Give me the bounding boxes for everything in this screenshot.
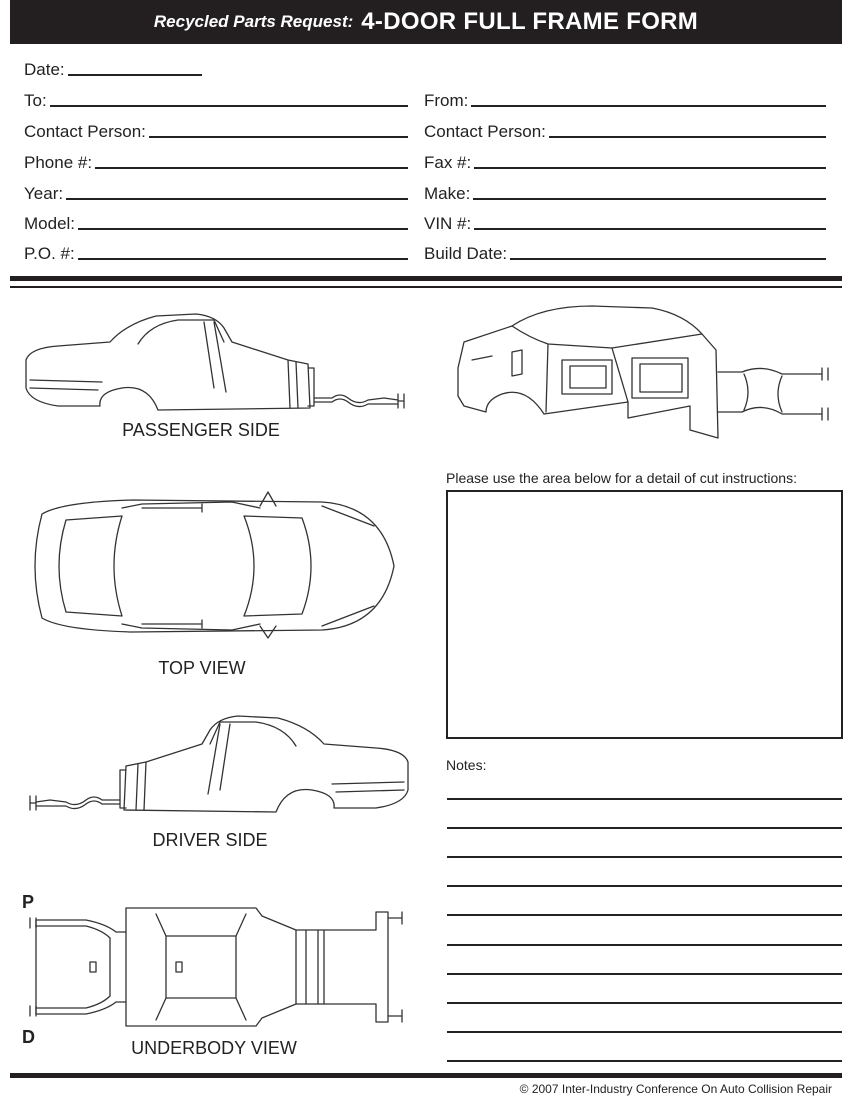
notes-line[interactable] [447,798,842,800]
driver-side-caption: DRIVER SIDE [152,830,268,850]
footer-divider [10,1073,842,1078]
driver-indicator: D [22,1027,35,1047]
contact-right-label: Contact Person: [424,122,546,141]
date-field[interactable] [24,56,202,80]
fax-field[interactable] [424,149,826,173]
to-field[interactable] [24,87,408,111]
top-view-drawing [22,486,402,646]
from-line[interactable] [471,105,826,107]
passenger-indicator: P [22,892,35,912]
form-title: 4-DOOR FULL FRAME FORM [361,8,699,35]
model-label: Model: [24,214,76,233]
notes-line[interactable] [447,827,842,829]
year-field[interactable] [24,180,408,204]
cut-instructions-box[interactable] [446,490,843,739]
po-field[interactable] [24,240,408,264]
fax-line[interactable] [474,167,826,169]
contact-right-field[interactable] [424,118,826,142]
notes-line[interactable] [447,1002,842,1004]
contact-left-label: Contact Person: [24,122,146,141]
po-label: P.O. #: [24,244,75,263]
header-prefix: Recycled Parts Request: [153,12,354,31]
notes-line[interactable] [447,914,842,916]
form-header [10,0,842,44]
phone-label: Phone #: [24,153,93,172]
make-field[interactable] [424,180,826,204]
contact-left-line[interactable] [149,136,408,138]
vin-label: VIN #: [424,214,472,233]
section-divider-thin [10,286,842,288]
passenger-side-caption: PASSENGER SIDE [122,420,280,440]
top-view-caption: TOP VIEW [158,658,246,678]
driver-side-drawing [16,708,416,824]
fax-label: Fax #: [424,153,472,172]
build-date-line[interactable] [510,258,826,260]
date-line[interactable] [68,74,202,76]
notes-line[interactable] [447,973,842,975]
year-line[interactable] [66,198,408,200]
notes-line[interactable] [447,944,842,946]
copyright-notice: © 2007 Inter-Industry Conference On Auto Collision Repair [519,1082,832,1096]
phone-line[interactable] [95,167,408,169]
model-line[interactable] [78,228,408,230]
notes-line[interactable] [447,1031,842,1033]
phone-field[interactable] [24,149,408,173]
build-date-label: Build Date: [424,244,508,263]
notes-line[interactable] [447,885,842,887]
passenger-side-drawing [18,308,418,420]
underbody-view-caption: UNDERBODY VIEW [131,1038,297,1058]
vin-line[interactable] [474,228,826,230]
to-label: To: [24,91,47,110]
contact-right-line[interactable] [549,136,826,138]
model-field[interactable] [24,210,408,234]
notes-line[interactable] [447,856,842,858]
vin-field[interactable] [424,210,826,234]
section-divider-thick [10,276,842,281]
isometric-view-drawing [452,302,842,444]
make-line[interactable] [473,198,826,200]
notes-label: Notes: [446,757,487,773]
underbody-view-drawing [26,902,412,1032]
po-line[interactable] [78,258,408,260]
build-date-field[interactable] [424,240,826,264]
make-label: Make: [424,184,471,203]
from-field[interactable] [424,87,826,111]
year-label: Year: [24,184,64,203]
notes-line[interactable] [447,1060,842,1062]
to-line[interactable] [50,105,408,107]
cut-instructions-label: Please use the area below for a detail of cut instructions: [446,470,797,486]
contact-left-field[interactable] [24,118,408,142]
date-label: Date: [24,60,65,79]
from-label: From: [424,91,469,110]
